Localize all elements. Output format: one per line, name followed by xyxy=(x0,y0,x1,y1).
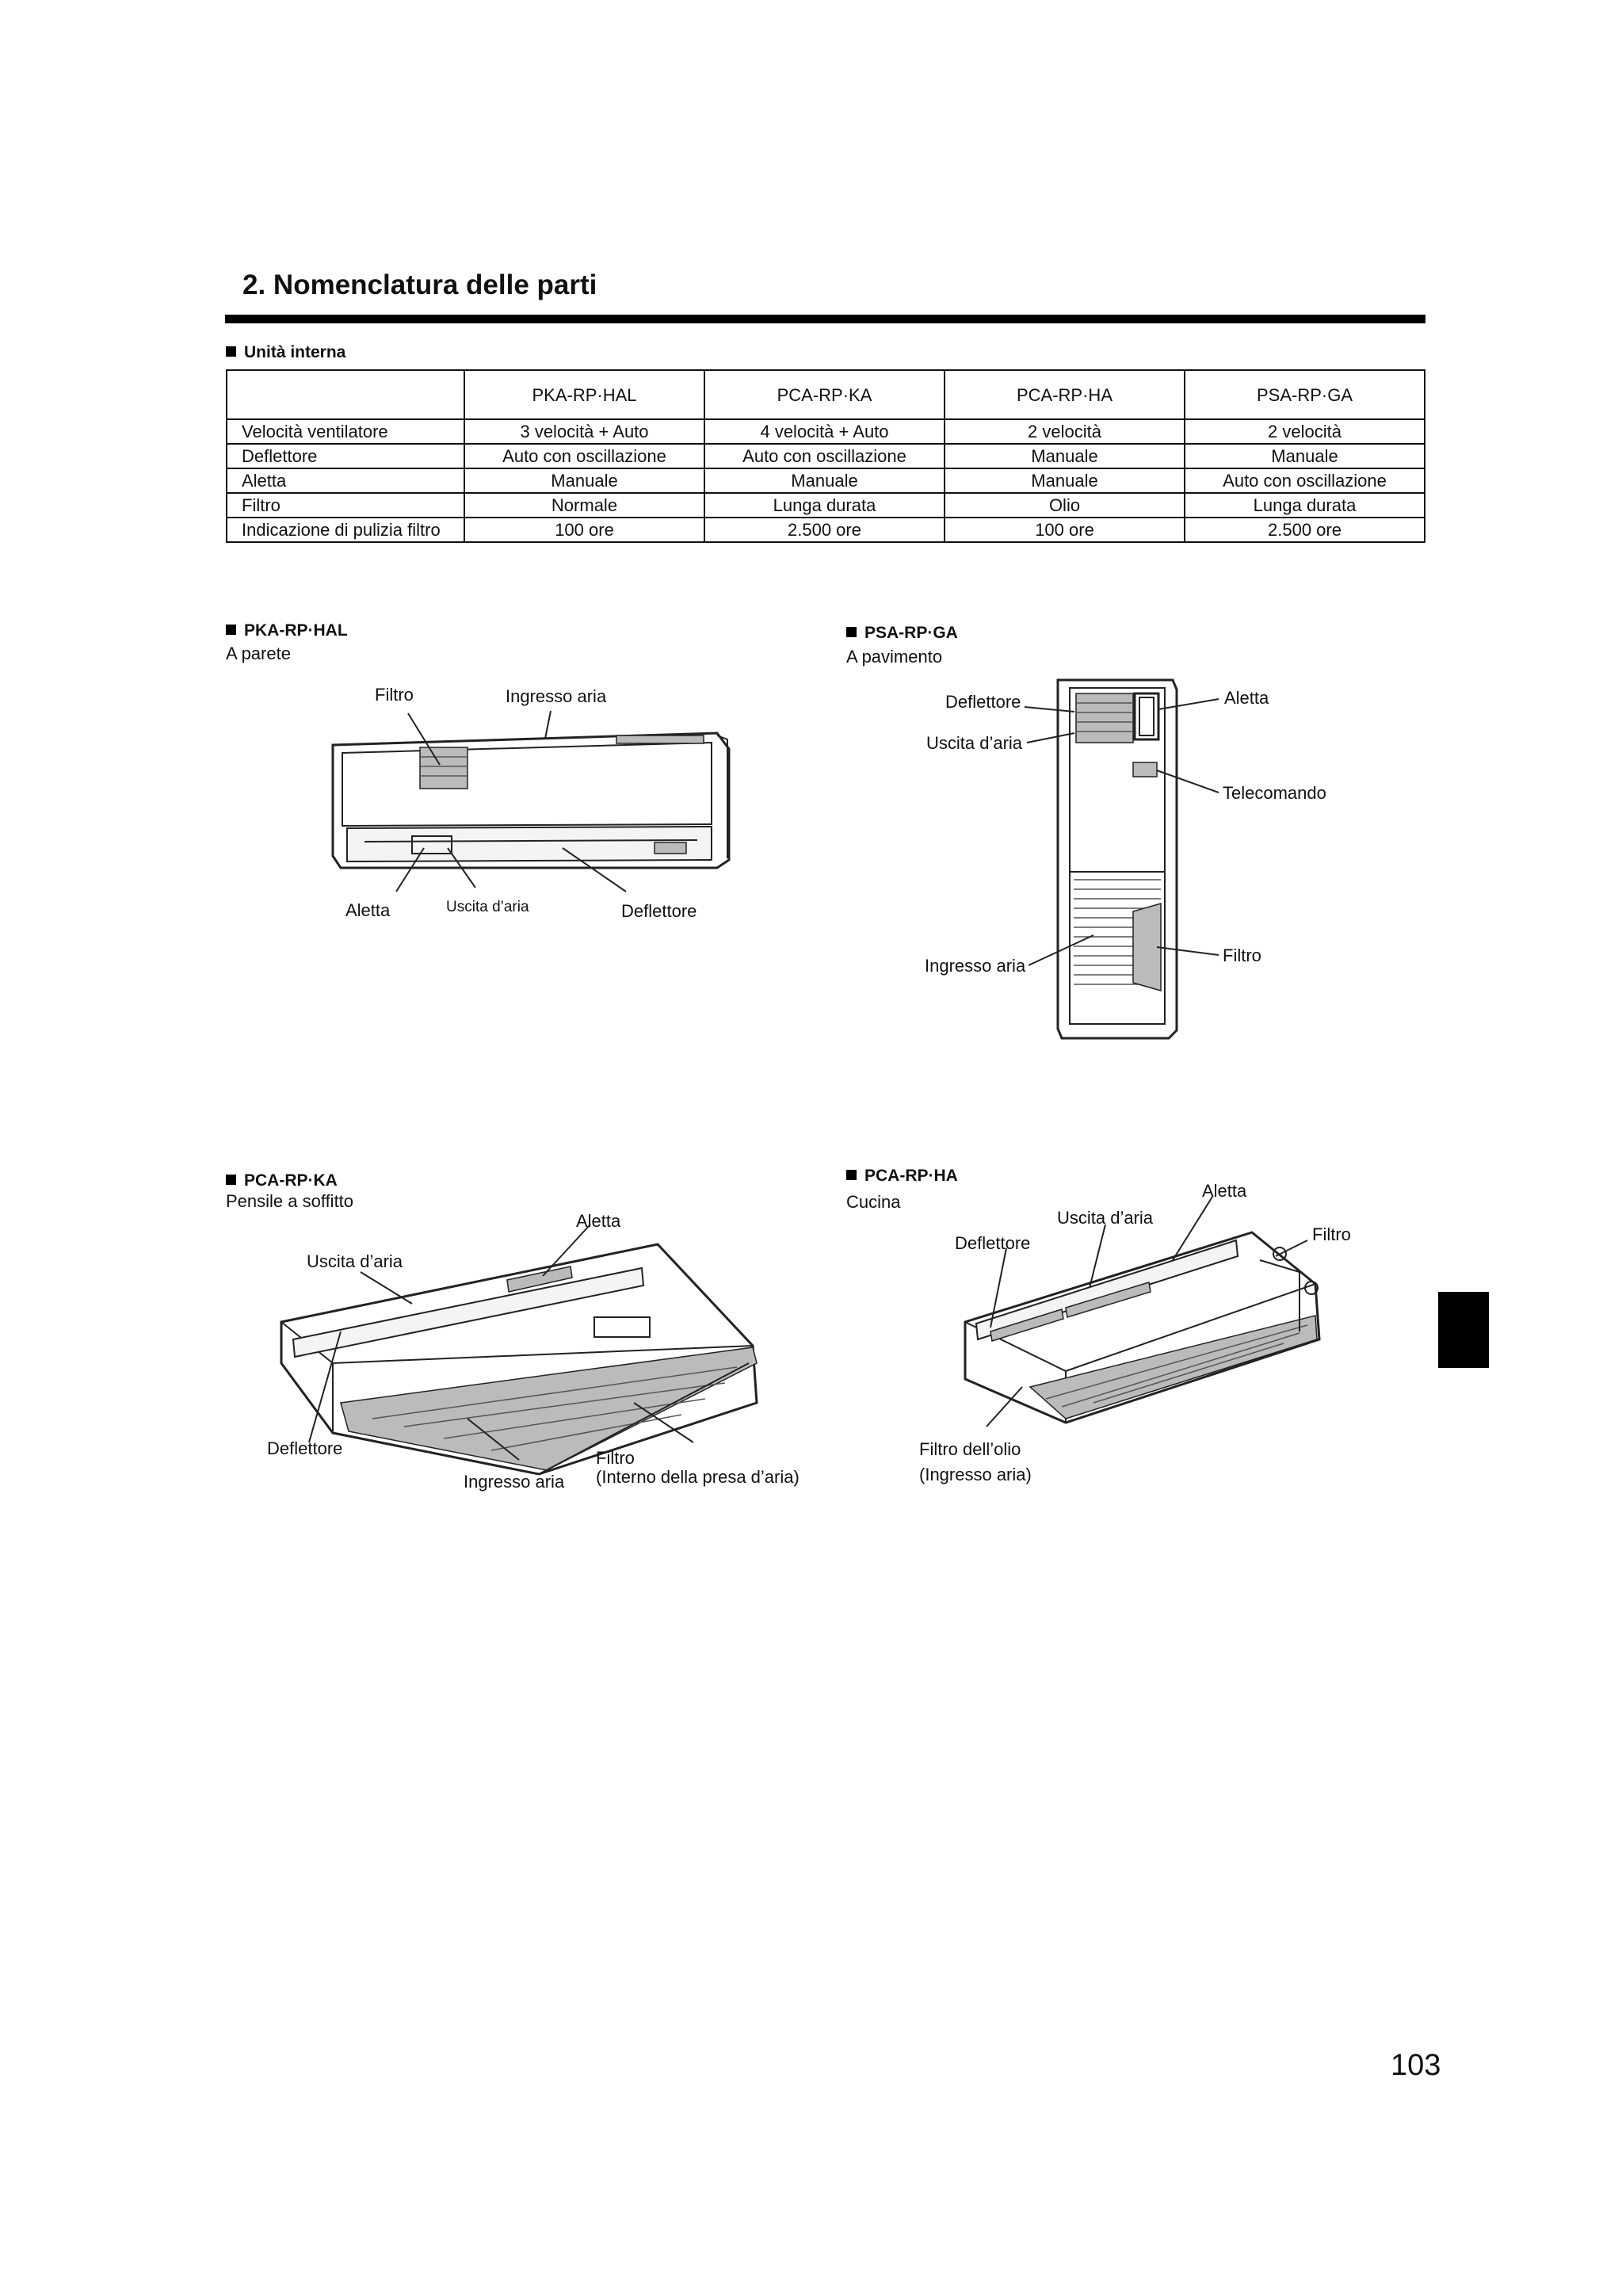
table-cell: Filtro xyxy=(227,493,464,518)
table-cell: Auto con oscillazione xyxy=(704,444,945,468)
table-header-cell: PKA-RP·HAL xyxy=(464,370,704,419)
table-cell: 100 ore xyxy=(945,518,1185,542)
pka-label-uscita-aria: Uscita d’aria xyxy=(446,899,529,915)
pcaha-label-filtro: Filtro xyxy=(1312,1224,1351,1244)
pcaka-heading xyxy=(226,1171,338,1190)
table-cell: Manuale xyxy=(945,444,1185,468)
pcaka-type: Pensile a soffitto xyxy=(226,1191,354,1211)
table-cell: 2 velocità xyxy=(945,419,1185,444)
table-cell: Manuale xyxy=(945,468,1185,493)
table-cell: Manuale xyxy=(704,468,945,493)
pcaka-label-deflettore: Deflettore xyxy=(267,1438,343,1458)
section-heading-text: Unità interna xyxy=(244,343,346,361)
table-cell: 2.500 ore xyxy=(704,518,945,542)
pcaha-label-aletta: Aletta xyxy=(1202,1181,1247,1201)
bullet-square-icon xyxy=(226,625,236,635)
pka-wall-unit-drawing xyxy=(333,711,729,892)
table-header-cell: PSA-RP·GA xyxy=(1185,370,1425,419)
pcaha-kitchen-unit-drawing xyxy=(965,1197,1319,1427)
pka-label-deflettore: Deflettore xyxy=(621,901,697,921)
pka-label-filtro: Filtro xyxy=(375,685,414,705)
pcaha-heading xyxy=(846,1167,958,1186)
table-cell: Lunga durata xyxy=(704,493,945,518)
page-title: 2. Nomenclatura delle parti xyxy=(242,269,597,300)
pka-heading-text: PKA-RP·HAL xyxy=(244,621,348,640)
table-cell: 100 ore xyxy=(464,518,704,542)
pcaha-label-uscita-aria: Uscita d’aria xyxy=(1057,1208,1154,1228)
table-cell: Normale xyxy=(464,493,704,518)
table-cell: Auto con oscillazione xyxy=(464,444,704,468)
table-cell: 2.500 ore xyxy=(1185,518,1425,542)
psa-label-telecomando: Telecomando xyxy=(1223,783,1326,803)
table-header-cell: PCA-RP·HA xyxy=(945,370,1185,419)
table-cell: Deflettore xyxy=(227,444,464,468)
psa-heading-text: PSA-RP·GA xyxy=(864,624,958,642)
psa-label-aletta: Aletta xyxy=(1224,688,1269,708)
pcaka-label-ingresso-aria: Ingresso aria xyxy=(464,1472,565,1492)
pcaha-label-ingresso-aria: (Ingresso aria) xyxy=(919,1465,1032,1484)
pcaha-heading-text: PCA-RP·HA xyxy=(864,1167,958,1185)
table-cell: 2 velocità xyxy=(1185,419,1425,444)
psa-heading xyxy=(846,624,958,643)
pcaha-label-filtro-olio: Filtro dell’olio xyxy=(919,1439,1021,1459)
bullet-square-icon xyxy=(226,1175,236,1185)
table-cell: 3 velocità + Auto xyxy=(464,419,704,444)
table-cell: Manuale xyxy=(1185,444,1425,468)
psa-label-filtro: Filtro xyxy=(1223,946,1261,965)
table-cell: Aletta xyxy=(227,468,464,493)
table-cell: 4 velocità + Auto xyxy=(704,419,945,444)
pcaka-heading-text: PCA-RP·KA xyxy=(244,1171,338,1190)
pka-heading xyxy=(226,621,348,640)
table-cell: Olio xyxy=(945,493,1185,518)
pcaka-label-aletta: Aletta xyxy=(576,1211,621,1231)
table-cell: Velocità ventilatore xyxy=(227,419,464,444)
table-cell: Lunga durata xyxy=(1185,493,1425,518)
psa-type: A pavimento xyxy=(846,647,943,667)
pka-label-aletta: Aletta xyxy=(345,900,391,920)
pcaha-type: Cucina xyxy=(846,1192,901,1212)
table-cell: Manuale xyxy=(464,468,704,493)
pka-label-ingresso-aria: Ingresso aria xyxy=(506,686,607,706)
chapter-tab-marker xyxy=(1438,1292,1489,1368)
psa-floor-unit-drawing xyxy=(1025,680,1219,1038)
psa-label-uscita-aria: Uscita d’aria xyxy=(926,733,1023,753)
pcaka-label-filtro: Filtro xyxy=(596,1448,635,1468)
page-number: 103 xyxy=(1391,2049,1441,2082)
pka-type: A parete xyxy=(226,644,291,663)
psa-label-ingresso-aria: Ingresso aria xyxy=(925,956,1026,976)
table-header-cell: PCA-RP·KA xyxy=(704,370,945,419)
psa-label-deflettore: Deflettore xyxy=(945,692,1021,712)
bullet-square-icon xyxy=(846,627,857,637)
pcaka-label-uscita-aria: Uscita d’aria xyxy=(307,1251,403,1271)
pcaka-label-filtro-note: (Interno della presa d’aria) xyxy=(596,1467,800,1487)
table-cell: Auto con oscillazione xyxy=(1185,468,1425,493)
bullet-square-icon xyxy=(846,1170,857,1180)
pcaha-label-deflettore: Deflettore xyxy=(955,1233,1031,1253)
table-cell: Indicazione di pulizia filtro xyxy=(227,518,464,542)
